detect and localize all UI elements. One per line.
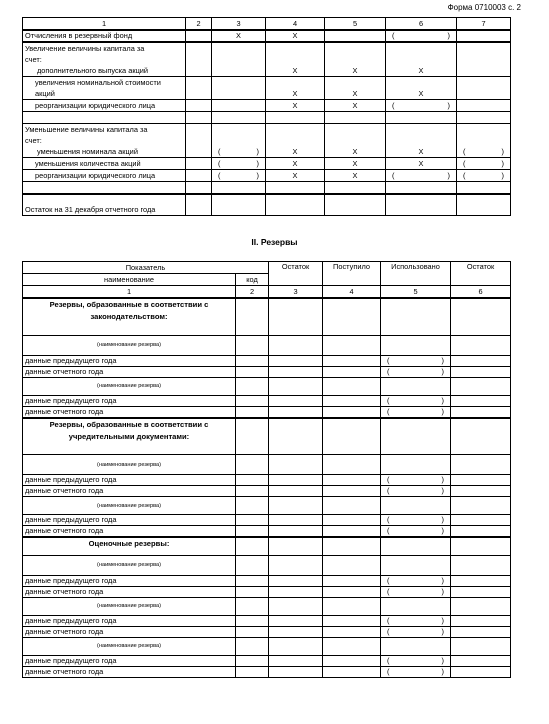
row-label: уменьшения количества акций [23, 158, 186, 170]
reserve-name-note: (наименование резерва) [23, 555, 236, 575]
x-mark: X [266, 170, 325, 182]
reserve-name-row [23, 555, 511, 575]
row-label: Остаток на 31 декабря отчетного года [23, 194, 186, 216]
x-mark: X [212, 30, 266, 42]
x-mark: X [325, 100, 386, 112]
table-row: реорганизации юридического лица ( ) X X ( ) ( ) [23, 170, 511, 182]
form-code: Форма 0710003 с. 2 [447, 3, 521, 12]
x-mark: X [386, 42, 457, 77]
col-2: 2 [186, 18, 212, 31]
reserve-name-row [23, 497, 511, 515]
row-label: данные предыдущего года [23, 475, 236, 486]
row-label: данные отчетного года [23, 586, 236, 597]
x-mark: X [325, 77, 386, 100]
table-row [23, 194, 511, 216]
x-mark: X [386, 158, 457, 170]
header-balance-end: Остаток [451, 262, 511, 286]
x-mark: X [266, 124, 325, 158]
row-label: данные отчетного года [23, 526, 236, 538]
reserve-name-row [23, 637, 511, 655]
row-label: данные предыдущего года [23, 395, 236, 406]
x-mark: X [266, 158, 325, 170]
row-label: данные отчетного года [23, 626, 236, 637]
table-row: данные отчетного года ( ) [23, 526, 511, 538]
table-row: данные предыдущего года ( ) [23, 655, 511, 666]
table-row: данные предыдущего года ( ) [23, 615, 511, 626]
row-label: данные отчетного года [23, 406, 236, 418]
reserve-name-note: (наименование резерва) [23, 335, 236, 355]
col-4: 4 [266, 18, 325, 31]
row-label: данные отчетного года [23, 486, 236, 497]
reserve-name-row [23, 335, 511, 355]
x-mark: X [325, 170, 386, 182]
x-mark: X [325, 124, 386, 158]
x-mark: X [266, 30, 325, 42]
reserve-name-note: (наименование резерва) [23, 377, 236, 395]
x-mark: X [386, 124, 457, 158]
table-row: уменьшения количества акций ( ) X X X ( ) [23, 158, 511, 170]
header-indicator: Показатель [23, 262, 269, 274]
row-label: данные предыдущего года [23, 575, 236, 586]
row-label: Уменьшение величины капитала за счет: уменьшения номинала акций [23, 124, 186, 158]
table-row: Уменьшение величины капитала за счет: уменьшения номинала акций ( ) X X X ( ) [23, 124, 511, 158]
col-3: 3 [212, 18, 266, 31]
reserve-name-row [23, 455, 511, 475]
reserves-table [22, 261, 511, 678]
row-label: данные предыдущего года [23, 615, 236, 626]
row-label: Увеличение величины капитала за счет: дополнительного выпуска акций [23, 42, 186, 77]
table-row: данные предыдущего года ( ) [23, 395, 511, 406]
table-row: данные предыдущего года ( ) [23, 515, 511, 526]
x-mark: X [266, 100, 325, 112]
row-label: увеличения номинальной стоимости акций [23, 77, 186, 100]
col-5: 5 [325, 18, 386, 31]
row-label: реорганизации юридического лица [23, 100, 186, 112]
col-6: 6 [386, 18, 457, 31]
reserve-name-note: (наименование резерва) [23, 637, 236, 655]
row-label: данные предыдущего года [23, 655, 236, 666]
table-row [23, 77, 511, 100]
table-row: данные предыдущего года ( ) [23, 575, 511, 586]
x-mark: X [266, 42, 325, 77]
section-title: II. Резервы [251, 237, 298, 247]
group-row [23, 418, 511, 455]
table-row: данные предыдущего года ( ) [23, 475, 511, 486]
table-row: данные отчетного года ( ) [23, 486, 511, 497]
capital-changes-table [22, 17, 511, 216]
header-code: код [236, 274, 269, 286]
group-title: Резервы, образованные в соответствии с законодательством: [23, 298, 236, 335]
table-row: Отчисления в резервный фонд X X ( ) [23, 30, 511, 42]
table-row: данные отчетного года ( ) [23, 586, 511, 597]
row-label: реорганизации юридического лица [23, 170, 186, 182]
table-row [23, 112, 511, 124]
header-name: наименование [23, 274, 236, 286]
table-row: данные предыдущего года ( ) [23, 355, 511, 366]
header-balance-start: Остаток [269, 262, 323, 286]
row-label: данные предыдущего года [23, 515, 236, 526]
table-header-row [23, 262, 511, 274]
table-row: данные отчетного года ( ) [23, 406, 511, 418]
row-label: Отчисления в резервный фонд [23, 30, 186, 42]
reserve-name-note: (наименование резерва) [23, 455, 236, 475]
row-label: данные отчетного года [23, 666, 236, 677]
reserve-name-row [23, 597, 511, 615]
reserve-name-note: (наименование резерва) [23, 597, 236, 615]
table-row: данные отчетного года ( ) [23, 626, 511, 637]
table-header-row: 1 2 3 4 5 6 [23, 286, 511, 299]
table-row [23, 42, 511, 77]
group-row [23, 298, 511, 335]
table-row: реорганизации юридического лица X X ( ) [23, 100, 511, 112]
table-row: данные отчетного года ( ) [23, 366, 511, 377]
x-mark: X [266, 77, 325, 100]
x-mark: X [386, 77, 457, 100]
table-row: данные отчетного года ( ) [23, 666, 511, 677]
x-mark: X [325, 158, 386, 170]
reserve-name-row [23, 377, 511, 395]
table-row [23, 182, 511, 194]
group-title: Резервы, образованные в соответствии с учредительными документами: [23, 418, 236, 455]
group-title: Оценочные резервы: [23, 537, 236, 555]
col-1: 1 [23, 18, 186, 31]
col-7: 7 [457, 18, 511, 31]
header-used: Использовано [381, 262, 451, 286]
reserve-name-note: (наименование резерва) [23, 497, 236, 515]
table-header-row [23, 18, 511, 31]
row-label: данные отчетного года [23, 366, 236, 377]
group-row [23, 537, 511, 555]
x-mark: X [325, 42, 386, 77]
row-label: данные предыдущего года [23, 355, 236, 366]
header-received: Поступило [323, 262, 381, 286]
